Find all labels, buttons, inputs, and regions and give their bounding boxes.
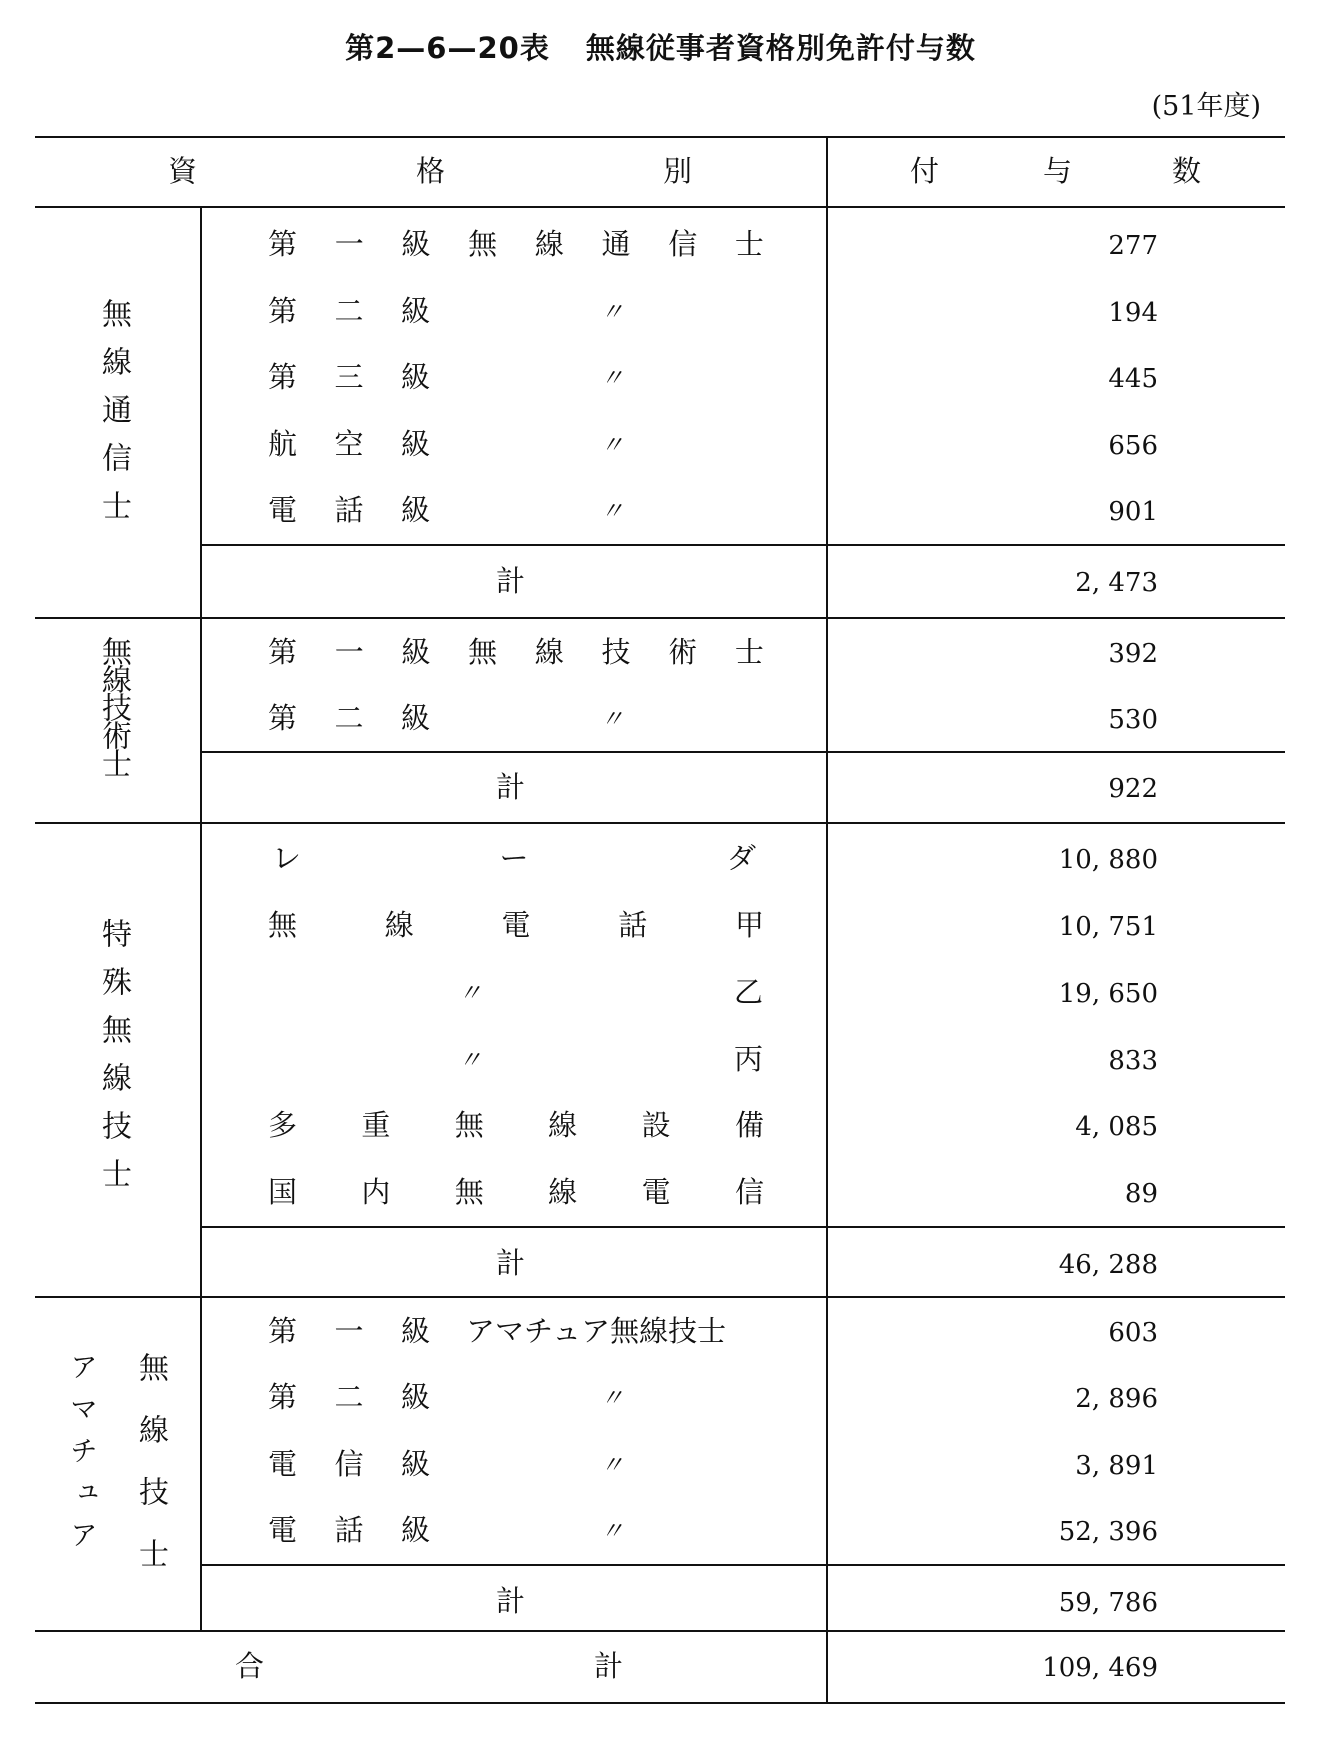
grand-total-label-1: 合 <box>235 1649 265 1683</box>
value-radar: 10, 880 <box>1058 845 1158 875</box>
ditto-mark: 〃 <box>458 1046 482 1074</box>
ditto-mark: 〃 <box>600 364 624 392</box>
subtotal-radio-engineer: 922 <box>1108 774 1158 804</box>
subtotal-label: 計 <box>496 1584 526 1618</box>
ditto-mark: 〃 <box>600 497 624 525</box>
row-second-class-radio-operator: 第 二 級 <box>268 294 430 328</box>
row-domestic-radiotelegraph: 国 内 無 線 電 信 <box>268 1175 764 1209</box>
subtotal-divider <box>200 751 1285 753</box>
header-right-3: 数 <box>1172 154 1202 188</box>
grand-total-label-2: 計 <box>594 1649 624 1683</box>
value-telegraph-class-amateur: 3, 891 <box>1075 1451 1158 1481</box>
header-bottom-border <box>35 206 1285 208</box>
value-second-class-amateur: 2, 896 <box>1075 1384 1158 1414</box>
value-second-class-radio-engineer: 530 <box>1108 705 1158 735</box>
section-divider <box>35 1630 1285 1632</box>
subtotal-amateur: 59, 786 <box>1058 1588 1158 1618</box>
section-divider <box>35 617 1285 619</box>
grand-total-value: 109, 469 <box>1042 1653 1158 1683</box>
subtotal-radio-operator: 2, 473 <box>1075 568 1158 598</box>
value-multiplex-radio-equipment: 4, 085 <box>1075 1112 1158 1142</box>
row-radiotelephone-c: 丙 <box>734 1042 764 1076</box>
table-top-border <box>35 136 1285 138</box>
value-telephone-class-amateur: 52, 396 <box>1058 1517 1158 1547</box>
table-title <box>0 26 1321 67</box>
header-right-1: 付 <box>910 154 940 188</box>
section-label-special-radio-technician: 特殊無線技士 <box>96 918 131 1206</box>
value-domestic-radiotelegraph: 89 <box>1124 1179 1158 1209</box>
header-left-3: 別 <box>663 154 693 188</box>
value-aviation-class-radio-operator: 656 <box>1108 431 1158 461</box>
row-radiotelephone-a: 無 線 電 話 甲 <box>268 908 764 942</box>
section-divider <box>35 1296 1285 1298</box>
ditto-mark: 〃 <box>600 1384 624 1412</box>
year-note: (51年度) <box>1151 91 1261 122</box>
section-label-radio-engineer: 無線技術士 <box>96 636 131 776</box>
ditto-mark: 〃 <box>600 1517 624 1545</box>
subtotal-special-radio-technician: 46, 288 <box>1058 1250 1158 1280</box>
row-radiotelephone-b: 乙 <box>734 975 764 1009</box>
value-radiotelephone-a: 10, 751 <box>1058 912 1158 942</box>
row-aviation-class-radio-operator: 航 空 級 <box>268 427 430 461</box>
value-column-divider <box>826 136 828 1702</box>
row-telephone-class-amateur: 電 話 級 <box>268 1513 430 1547</box>
subtotal-divider <box>200 1226 1285 1228</box>
header-right-2: 与 <box>1043 154 1073 188</box>
table-name: 無線従事者資格別免許付与数 <box>585 31 976 65</box>
value-third-class-radio-operator: 445 <box>1108 364 1158 394</box>
row-multiplex-radio-equipment: 多 重 無 線 設 備 <box>268 1108 764 1142</box>
table-bottom-border <box>35 1702 1285 1704</box>
row-second-class-radio-engineer: 第 二 級 <box>268 701 430 735</box>
section-label-amateur-col2: 無線技士 <box>133 1352 168 1600</box>
section-label-radio-operator: 無線通信士 <box>96 298 131 538</box>
value-radiotelephone-c: 833 <box>1108 1046 1158 1076</box>
row-first-class-radio-engineer: 第 一 級 無 線 技 術 士 <box>268 635 764 669</box>
group-column-divider <box>200 206 202 1630</box>
row-telegraph-class-amateur: 電 信 級 <box>268 1447 430 1481</box>
table-number: 第2—6—20表 <box>345 31 550 65</box>
ditto-mark: 〃 <box>458 979 482 1007</box>
subtotal-divider <box>200 1564 1285 1566</box>
value-first-class-radio-operator: 277 <box>1108 231 1158 261</box>
header-left-2: 格 <box>416 154 446 188</box>
section-divider <box>35 822 1285 824</box>
subtotal-label: 計 <box>496 564 526 598</box>
row-third-class-radio-operator: 第 三 級 <box>268 360 430 394</box>
subtotal-label: 計 <box>496 770 526 804</box>
ditto-mark: 〃 <box>600 431 624 459</box>
value-first-class-radio-engineer: 392 <box>1108 639 1158 669</box>
ditto-mark: 〃 <box>600 298 624 326</box>
section-label-amateur-col1: アマチュア <box>66 1352 99 1562</box>
row-radar: レ ー ダ <box>272 841 756 875</box>
row-first-class-radio-operator: 第 一 級 無 線 通 信 士 <box>268 227 764 261</box>
value-first-class-amateur: 603 <box>1108 1318 1158 1348</box>
row-second-class-amateur: 第 二 級 <box>268 1380 430 1414</box>
subtotal-label: 計 <box>496 1246 526 1280</box>
row-telephone-class-radio-operator: 電 話 級 <box>268 493 430 527</box>
row-first-class-amateur: 第 一 級 アマチュア無線技士 <box>268 1314 727 1348</box>
header-left-1: 資 <box>168 154 198 188</box>
ditto-mark: 〃 <box>600 1451 624 1479</box>
value-telephone-class-radio-operator: 901 <box>1108 497 1158 527</box>
value-radiotelephone-b: 19, 650 <box>1058 979 1158 1009</box>
subtotal-divider <box>200 544 1285 546</box>
ditto-mark: 〃 <box>600 705 624 733</box>
value-second-class-radio-operator: 194 <box>1108 298 1158 328</box>
